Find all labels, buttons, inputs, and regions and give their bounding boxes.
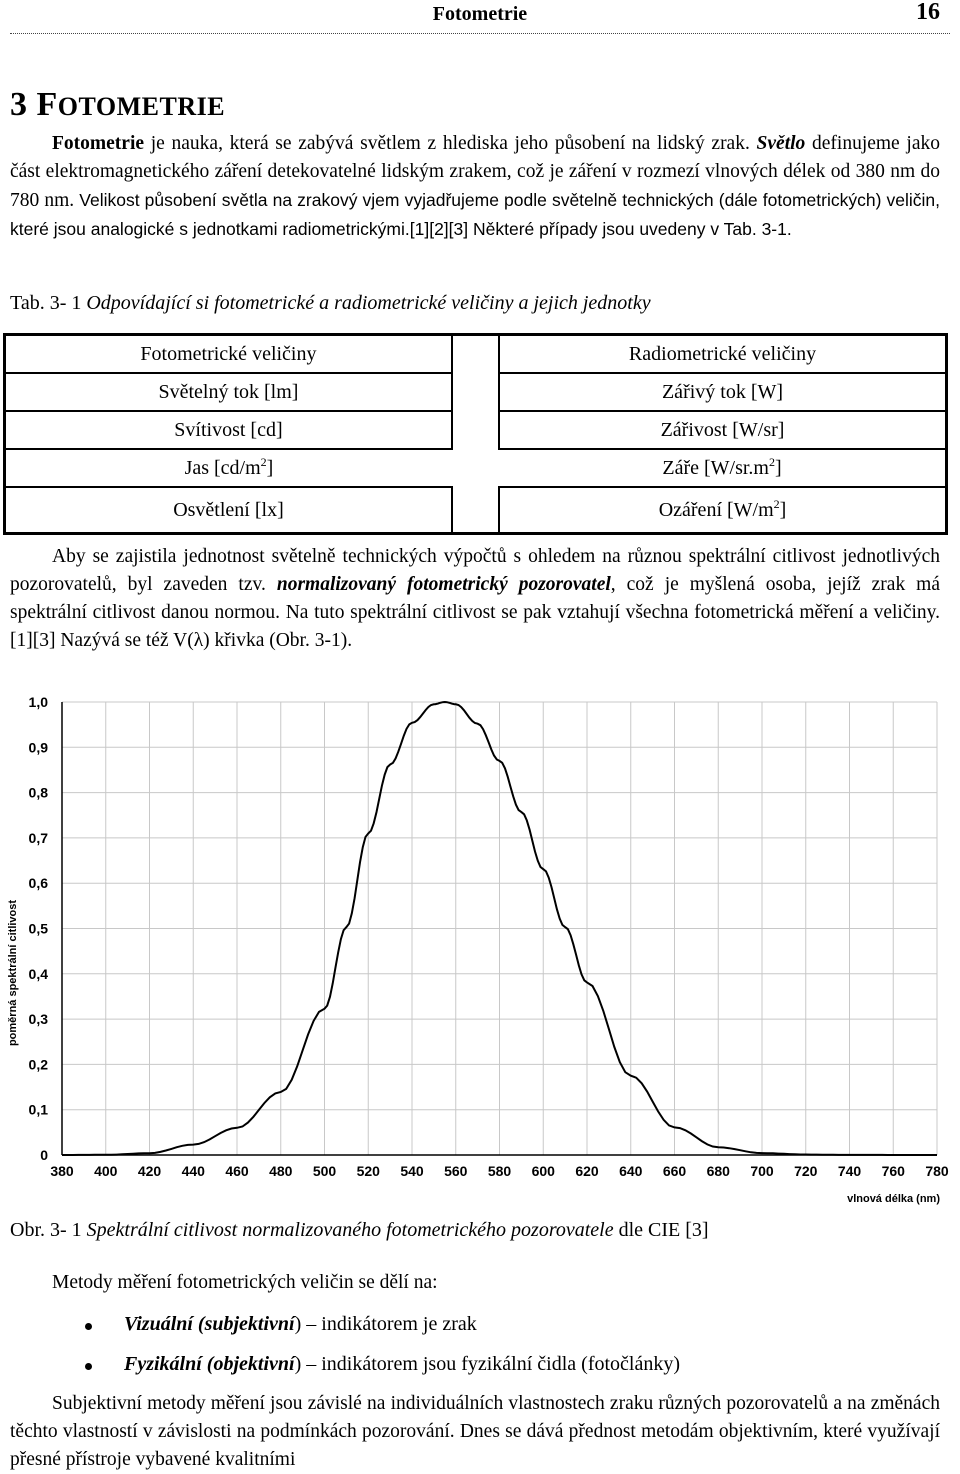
section-heading: [10, 86, 225, 124]
x-tick-label: 740: [837, 1163, 862, 1179]
method-close: ): [294, 1313, 302, 1335]
y-axis-label: poměrná spektrální citlivost: [7, 899, 19, 1047]
section-title-rest: OTOMETRIE: [57, 92, 226, 121]
y-tick-label: 0,6: [28, 875, 48, 892]
list-item-text: [124, 1350, 680, 1378]
y-tick-label: 0: [40, 1147, 48, 1163]
methods-intro: Metody měření fotometrických veličin se dělí na:: [52, 1272, 438, 1293]
cell-sup: 2: [260, 454, 267, 469]
x-tick-label: 560: [444, 1163, 468, 1179]
header-radiometric: Radiometrické veličiny: [499, 335, 946, 374]
x-tick-label: 780: [925, 1163, 949, 1179]
bullet-icon: [85, 1323, 92, 1330]
x-tick-label: 540: [400, 1163, 424, 1179]
method-term: Fyzikální (objektivní: [124, 1353, 295, 1375]
term-svetlo: Světlo: [756, 133, 806, 154]
x-tick-label: 420: [137, 1163, 162, 1179]
cell-text: ]: [266, 456, 274, 479]
cell-photometric: [5, 449, 452, 487]
cell-photometric: Osvětlení [lx]: [5, 487, 452, 534]
y-tick-label: 0,3: [28, 1011, 48, 1028]
y-tick-label: 0,9: [28, 739, 48, 756]
table-header-row: [5, 335, 947, 374]
y-tick-label: 0,4: [28, 965, 48, 982]
table-caption: [10, 292, 651, 315]
intro-text-2: definujeme jako část elektromagnetického záření detekovatelné lidským zrakem, což je záření v rozmezí vlnových délek od 380 nm do 780 nm.: [10, 133, 940, 211]
y-tick-label: 0,5: [28, 920, 48, 937]
intro-text-1: je nauka, která se zabývá světlem z hlediska jeho působení na lidský zrak.: [144, 133, 757, 154]
cell-radiometric: [499, 487, 946, 534]
cell-text: ]: [774, 456, 782, 479]
x-tick-label: 500: [312, 1163, 337, 1179]
y-tick-label: 0,2: [28, 1056, 48, 1073]
v-lambda-chart: [0, 690, 960, 1215]
header-rule: [10, 33, 950, 34]
cell-sup: 2: [768, 454, 775, 469]
cell-sup: 2: [773, 496, 780, 511]
cell-radiometric: Zářivý tok [W]: [499, 373, 946, 411]
x-tick-labels: [50, 1163, 949, 1179]
header-photometric: Fotometrické veličiny: [5, 335, 452, 374]
y-tick-label: 1,0: [28, 694, 48, 710]
table-gap: [452, 449, 499, 487]
cell-text: Jas [cd/m: [184, 456, 261, 479]
y-tick-labels: [29, 694, 49, 1163]
x-tick-label: 760: [881, 1163, 905, 1179]
page-number: 16: [916, 0, 940, 25]
table-caption-label: Tab. 3- 1: [10, 292, 87, 314]
term-normalized-observer: normalizovaný fotometrický pozorovatel: [276, 574, 611, 595]
section-title-initial: F: [36, 86, 58, 123]
x-tick-label: 460: [225, 1163, 249, 1179]
observer-text-2: , což je myšlená osoba, jejíž zrak má spektrální citlivost danou normou. Na tuto spektrální citlivost se pak vztahují všechna fotometrická měření a veličiny.[1][3] Nazývá se též V(λ) křivka (Obr. 3-1).: [10, 574, 940, 651]
x-tick-label: 720: [794, 1163, 818, 1179]
table-row: [5, 373, 947, 411]
x-tick-label: 580: [487, 1163, 512, 1179]
y-tick-label: 0,7: [28, 829, 48, 846]
cell-text: Záře [W/sr.m: [662, 456, 769, 479]
table-row: [5, 449, 947, 487]
running-header: [0, 0, 960, 34]
cell-photometric: Svítivost [cd]: [5, 411, 452, 449]
x-tick-label: 520: [356, 1163, 380, 1179]
figure-caption-label: Obr. 3- 1: [10, 1219, 87, 1241]
intro-paragraph: [10, 130, 940, 244]
table-caption-text: Odpovídající si fotometrické a radiometrické veličiny a jejich jednotky: [86, 292, 651, 314]
quantities-table: [3, 333, 948, 535]
x-tick-label: 620: [575, 1163, 599, 1179]
intro-text-3: Velikost působení světla na zrakový vjem vyjadřujeme podle světelně technických (dále fotometrických) veličin, které jsou analogické s jednotkami radiometrickými.: [10, 190, 940, 239]
table-gap: [452, 411, 499, 449]
cell-photometric: Světelný tok [lm]: [5, 373, 452, 411]
bullet-icon: [85, 1363, 92, 1370]
x-tick-label: 440: [181, 1163, 205, 1179]
table-gap: [452, 335, 499, 374]
chart-grid: [62, 702, 937, 1155]
intro-text-4: [1][2][3] Některé případy jsou uvedeny v Tab. 3-1.: [409, 219, 792, 239]
x-axis-label: vlnová délka (nm): [847, 1193, 940, 1205]
cell-text: Ozáření [W/m: [658, 498, 774, 521]
x-tick-label: 480: [269, 1163, 293, 1179]
method-rest: – indikátorem jsou fyzikální čidla (fotočlánky): [301, 1353, 681, 1375]
cell-radiometric: Zářivost [W/sr]: [499, 411, 946, 449]
observer-paragraph: [10, 543, 940, 655]
x-tick-label: 400: [94, 1163, 118, 1179]
method-term: Vizuální (subjektivní: [124, 1313, 295, 1335]
y-tick-label: 0,1: [28, 1101, 48, 1118]
cell-radiometric: [499, 449, 946, 487]
x-tick-label: 700: [750, 1163, 774, 1179]
observer-text-1: Aby se zajistila jednotnost světelně technických výpočtů s ohledem na různou spektrální citlivost jednotlivých pozorovatelů, byl zaveden tzv.: [10, 546, 940, 595]
method-rest: – indikátorem je zrak: [301, 1313, 477, 1335]
table-row: [5, 487, 947, 534]
x-tick-label: 680: [706, 1163, 730, 1179]
x-tick-label: 380: [50, 1163, 74, 1179]
x-tick-label: 640: [619, 1163, 643, 1179]
table-gap: [452, 487, 499, 534]
table-row: [5, 411, 947, 449]
header-title: Fotometrie: [432, 3, 528, 25]
cell-text: ]: [779, 498, 787, 521]
y-tick-label: 0,8: [28, 784, 48, 801]
figure-caption-italic: Spektrální citlivost normalizovaného fotometrického pozorovatele: [86, 1219, 614, 1241]
term-fotometrie: Fotometrie: [52, 133, 145, 154]
method-close: ): [294, 1353, 302, 1375]
section-number: 3: [10, 86, 28, 123]
x-tick-label: 600: [531, 1163, 555, 1179]
figure-caption-rest: dle CIE [3]: [613, 1219, 709, 1241]
x-tick-label: 660: [662, 1163, 687, 1179]
figure-caption: [10, 1219, 709, 1242]
list-item-text: [124, 1310, 477, 1338]
table-gap: [452, 373, 499, 411]
final-paragraph: Subjektivní metody měření jsou závislé na individuálních vlastnostech zraku různých pozorovatelů a na změnách těchto vlastností v závislosti na podmínkách pozorování. Dnes se dává přednost metodám objektivním, které využívají přesné přístroje vybavené kvalitními: [10, 1393, 940, 1470]
